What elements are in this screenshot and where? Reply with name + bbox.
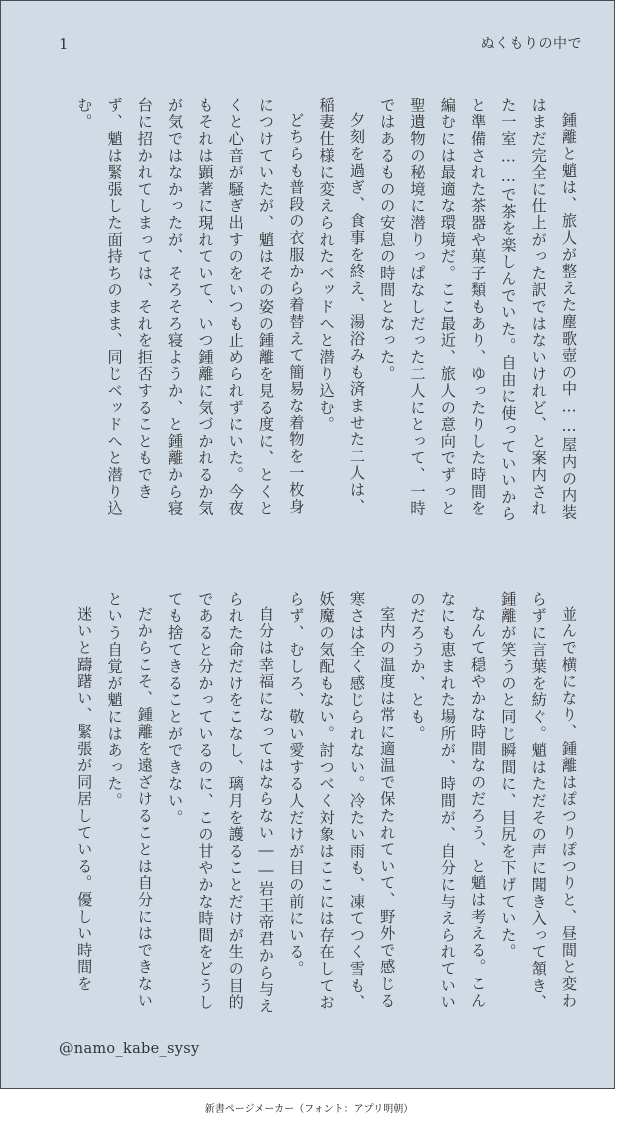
paragraph: なんて穏やかな時間なのだろう、と魈は考える。こんなにも恵まれた場所が、時間が、自分に与えられていいのだろうか、とも。 <box>408 591 488 1011</box>
generator-caption: 新書ページメーカー（フォント：アプリ明朝） <box>204 1104 414 1115</box>
page-number: 1 <box>59 35 69 53</box>
paragraph: どちらも普段の衣服から着替えて簡易な着物を一枚身につけていたが、魈はその姿の鍾離を見る度に、とくとくと心音が騒ぎ出すのをいつも止められずにいた。今夜もそれは顕著に現れていて、いつ鍾離に気づかれるか気が気ではなかったが、そろそろ寝ようか、と鍾離から寝台に招かれてしまっては、それを拒否することもできず、魈は緊張した面持ちのまま、同じベッドへと潜り込む。 <box>75 97 306 517</box>
paragraph: 並んで横になり、鍾離はぽつりぽつりと、昼間と変わらずに言葉を紡ぐ。魈はただその声に聞き入って頷き、鍾離が笑うのと同じ瞬間に、目尻を下げていた。 <box>499 591 578 1011</box>
paragraph: 迷いと躊躇い、緊張が同居している。優しい時間を <box>75 606 94 993</box>
paragraph: だからこそ、鍾離を遠ざけることは自分にはできないという自覚が魈にはあった。 <box>105 591 154 1010</box>
paragraph: 室内の温度は常に適温で保たれていて、野外で感じる寒さは全く感じられない。冷たい雨も、凍てつく雪も、妖魔の気配もない。討つべく対象はここには存在しておらず、むしろ、敬い愛する人だけが目の前にいる。 <box>287 591 397 1011</box>
paragraph: 自分は幸福になってはならない――岩王帝君から与えられた命だけをこなし、璃月を護ることだけが生の目的であると分かっているのに、この甘やかな時間をどうしても捨てきることができない。 <box>166 591 276 1015</box>
running-title: ぬくもりの中で <box>480 36 582 52</box>
paragraph: 夕刻を過ぎ、食事を終え、湯浴みも済ませた二人は、稲妻仕様に変えられたベッドへと潜り込む。 <box>317 97 366 516</box>
author-handle: @namo_kabe_sysy <box>59 1041 200 1057</box>
body-text-lower-section <box>54 591 584 1021</box>
body-text-upper-section <box>54 97 584 527</box>
paragraph: 鍾離と魈は、旅人が整えた塵歌壺の中……屋内の内装はまだ完全に仕上がった訳ではないけれど、と案内された一室……で茶を楽しんでいた。自由に使っていいからと準備された茶器や菓子類もあり、ゆったりした時間を編むには最適な環境だ。ここ最近、旅人の意向でずっと聖遺物の秘境に潜りっぱなしだった二人にとって、一時ではあるものの安息の時間となった。 <box>378 97 578 523</box>
